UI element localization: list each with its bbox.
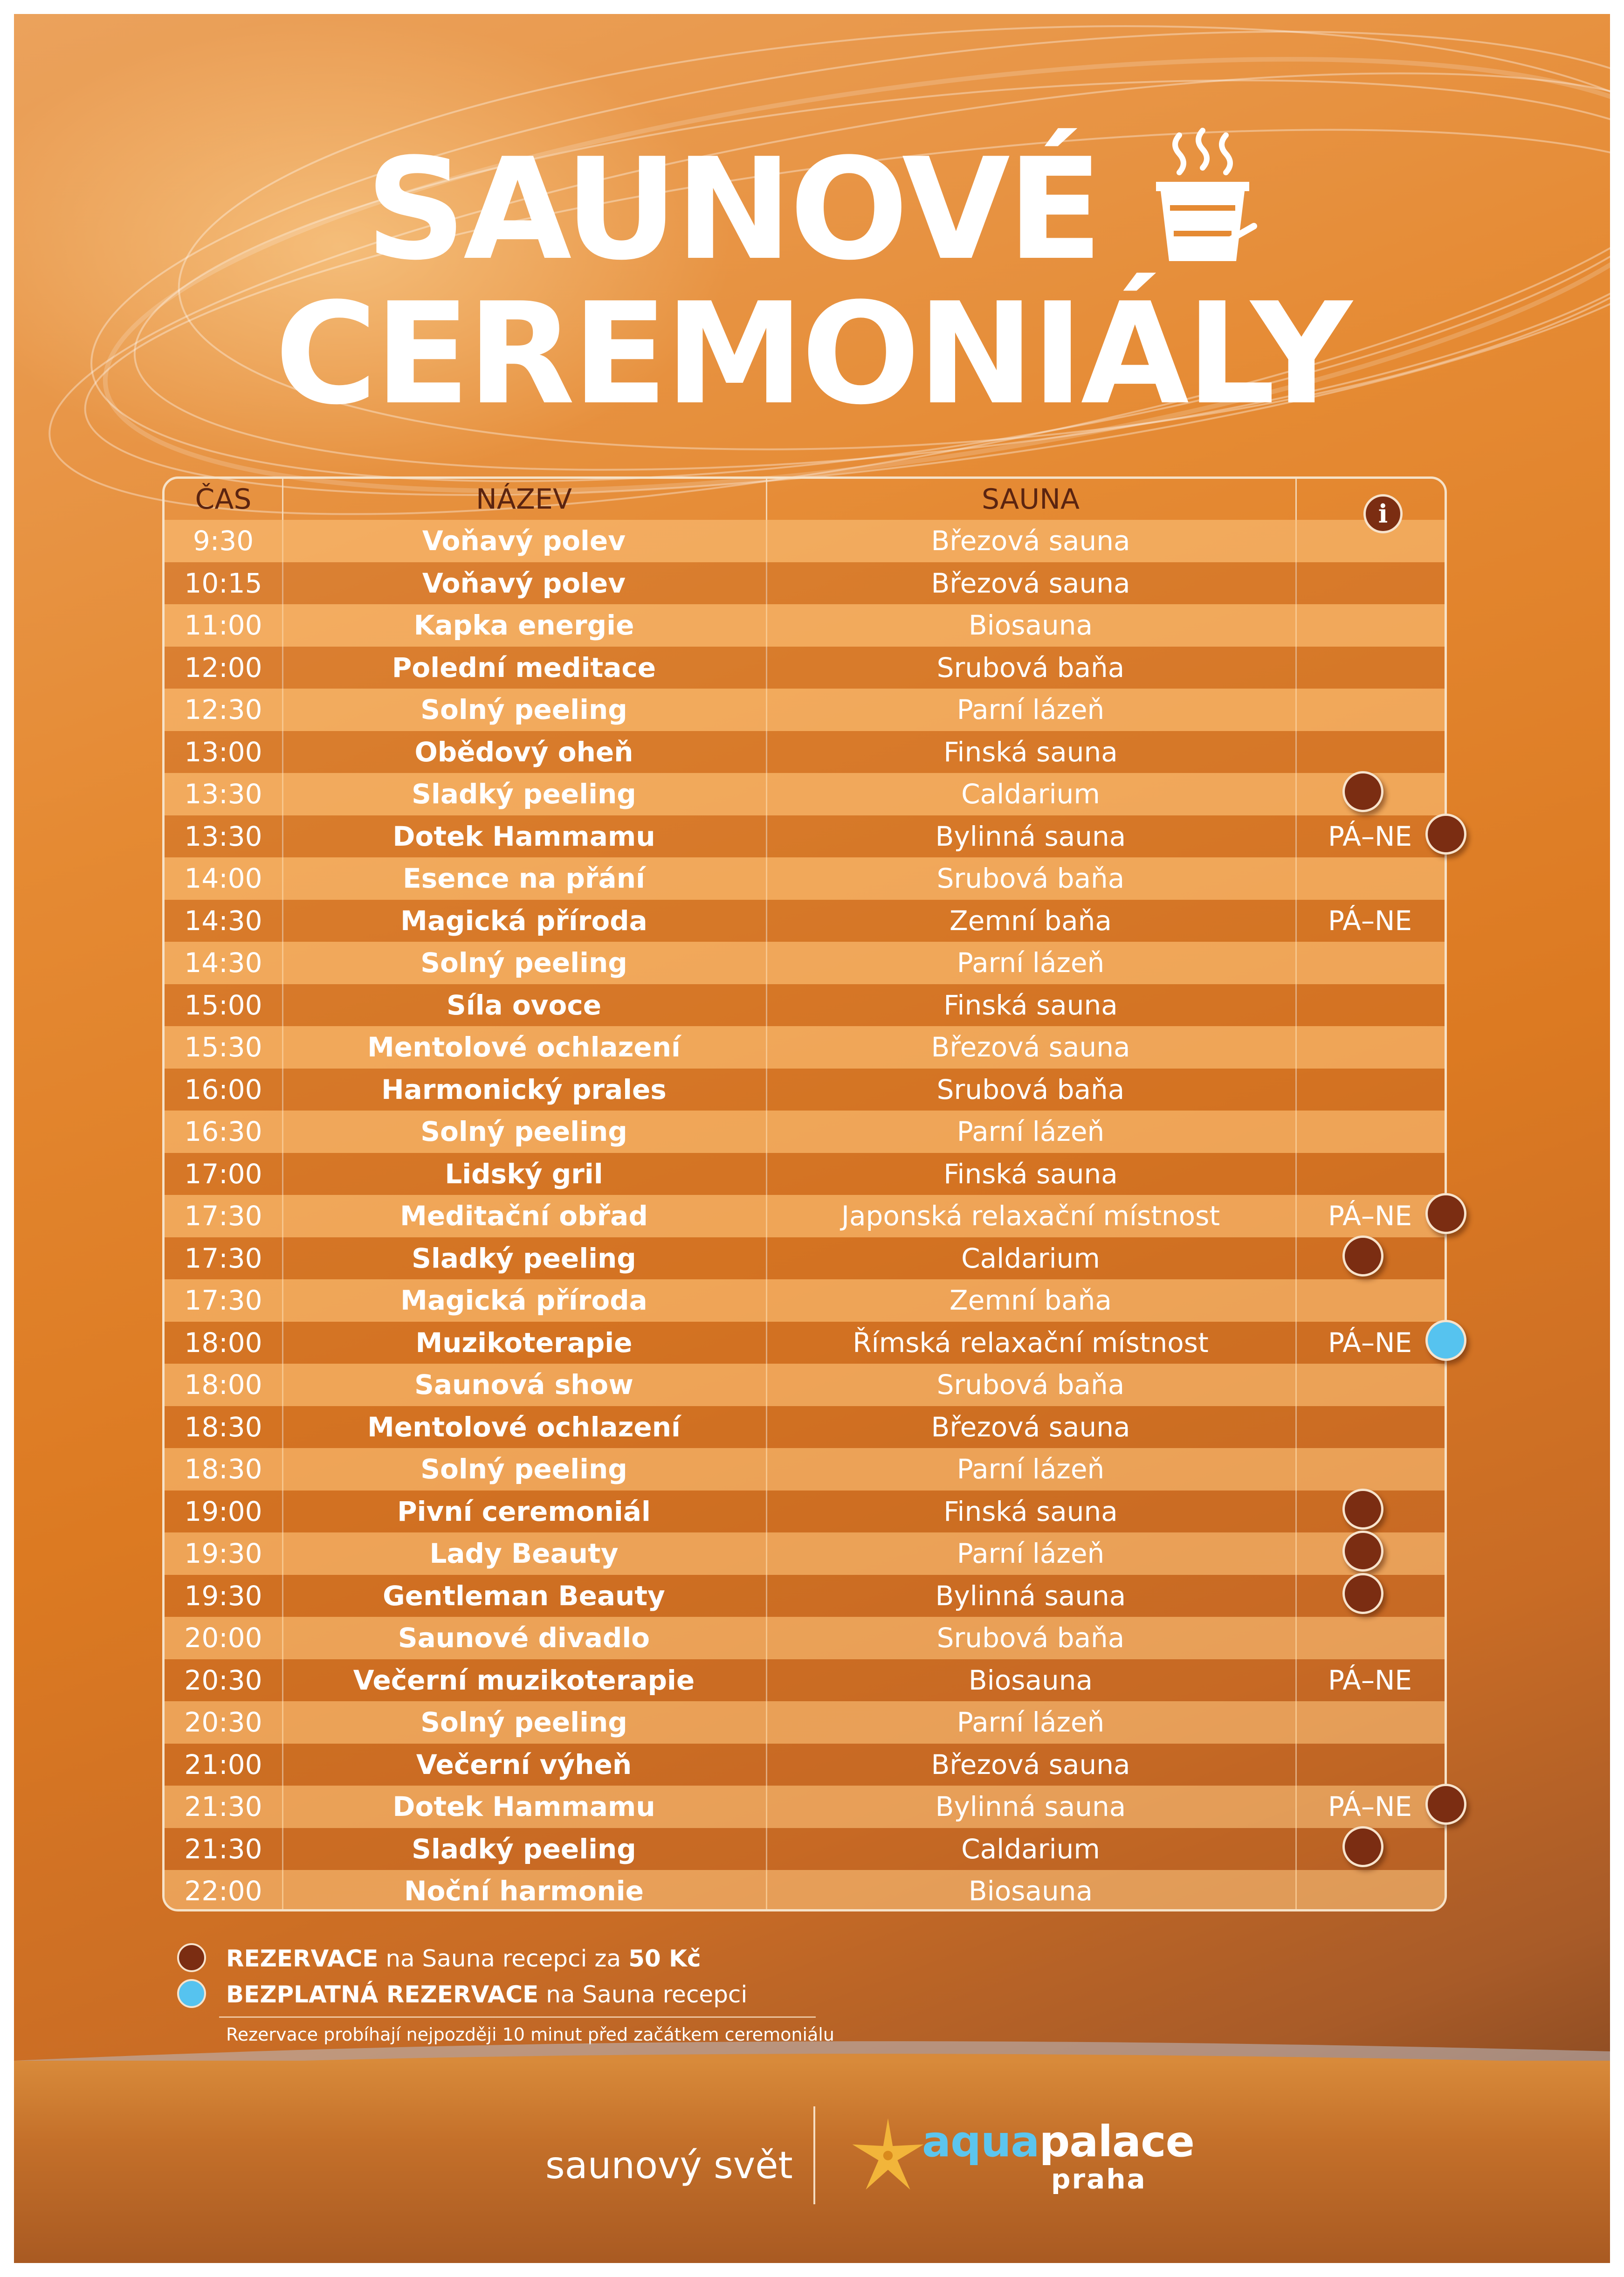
table-row xyxy=(165,562,1445,605)
row-name: Lady Beauty xyxy=(429,1538,619,1570)
row-note: PÁ–NE xyxy=(1328,820,1412,852)
row-time: 11:00 xyxy=(184,609,262,642)
legend-paid-text: REZERVACE na Sauna recepci za 50 Kč xyxy=(226,1945,701,1972)
row-sauna: Finská sauna xyxy=(943,1495,1118,1527)
row-sauna: Finská sauna xyxy=(943,989,1118,1021)
row-note: PÁ–NE xyxy=(1328,1326,1412,1359)
row-name: Solný peeling xyxy=(420,1116,627,1148)
row-name: Magická příroda xyxy=(400,904,647,937)
paid-reservation-dot xyxy=(1342,1826,1383,1867)
row-note: PÁ–NE xyxy=(1328,1664,1412,1696)
row-name: Pivní ceremoniál xyxy=(397,1495,651,1527)
row-time: 13:30 xyxy=(184,778,262,810)
paid-reservation-dot xyxy=(1425,1193,1466,1234)
row-sauna: Biosauna xyxy=(968,1875,1093,1907)
paid-reservation-dot xyxy=(1425,1784,1466,1825)
row-name: Muzikoterapie xyxy=(415,1326,633,1359)
table-body xyxy=(165,520,1445,1911)
table-row xyxy=(165,1701,1445,1744)
row-time: 21:30 xyxy=(184,1833,262,1865)
table-row xyxy=(165,1026,1445,1069)
row-time: 16:00 xyxy=(184,1073,262,1105)
row-time: 18:00 xyxy=(184,1326,262,1359)
row-note: PÁ–NE xyxy=(1328,904,1412,937)
row-sauna: Srubová baňa xyxy=(936,1073,1125,1105)
row-time: 12:00 xyxy=(184,651,262,683)
table-row xyxy=(165,1111,1445,1153)
row-time: 20:30 xyxy=(184,1706,262,1739)
row-time: 20:30 xyxy=(184,1664,262,1696)
table-row xyxy=(165,1069,1445,1111)
legend-free-text: BEZPLATNÁ REZERVACE na Sauna recepci xyxy=(226,1981,748,2008)
table-row xyxy=(165,984,1445,1027)
row-name: Sladký peeling xyxy=(412,778,636,810)
row-name: Mentolové ochlazení xyxy=(367,1411,681,1443)
row-name: Gentleman Beauty xyxy=(383,1580,665,1612)
row-sauna: Březová sauna xyxy=(931,525,1130,557)
row-name: Solný peeling xyxy=(420,1706,627,1739)
row-sauna: Římská relaxační místnost xyxy=(853,1326,1209,1359)
row-time: 15:00 xyxy=(184,989,262,1021)
row-time: 17:30 xyxy=(184,1284,262,1317)
row-sauna: Březová sauna xyxy=(931,567,1130,599)
table-row xyxy=(165,1195,1445,1237)
row-name: Lidský gril xyxy=(445,1158,603,1190)
row-sauna: Parní lázeň xyxy=(957,947,1105,979)
row-time: 18:30 xyxy=(184,1411,262,1443)
table-row xyxy=(165,1786,1445,1828)
row-name: Solný peeling xyxy=(420,947,627,979)
row-time: 17:00 xyxy=(184,1158,262,1190)
table-row xyxy=(165,1575,1445,1617)
legend-dot-blue xyxy=(177,1979,206,2008)
row-sauna: Parní lázeň xyxy=(957,1116,1105,1148)
row-sauna: Finská sauna xyxy=(943,1158,1118,1190)
row-sauna: Caldarium xyxy=(961,1242,1100,1274)
row-time: 19:30 xyxy=(184,1580,262,1612)
row-name: Voňavý polev xyxy=(422,525,626,557)
table-row xyxy=(165,857,1445,900)
row-sauna: Parní lázeň xyxy=(957,1538,1105,1570)
header-sauna: SAUNA xyxy=(981,483,1080,516)
poster xyxy=(14,14,1610,2263)
row-time: 14:30 xyxy=(184,947,262,979)
row-sauna: Parní lázeň xyxy=(957,1706,1105,1739)
table-row xyxy=(165,1364,1445,1406)
row-time: 15:30 xyxy=(184,1031,262,1063)
row-sauna: Srubová baňa xyxy=(936,1622,1125,1654)
row-time: 13:30 xyxy=(184,820,262,852)
row-time: 20:00 xyxy=(184,1622,262,1654)
row-name: Harmonický prales xyxy=(381,1073,667,1105)
row-sauna: Zemní baňa xyxy=(950,904,1112,937)
row-time: 14:30 xyxy=(184,904,262,937)
row-name: Saunové divadlo xyxy=(398,1622,650,1654)
row-time: 12:30 xyxy=(184,694,262,726)
table-row xyxy=(165,773,1445,815)
row-name: Obědový oheň xyxy=(414,736,633,768)
row-name: Sladký peeling xyxy=(412,1242,636,1274)
row-name: Saunová show xyxy=(414,1369,633,1401)
table-row xyxy=(165,520,1445,562)
row-time: 18:30 xyxy=(184,1453,262,1485)
row-time: 21:00 xyxy=(184,1748,262,1780)
paid-reservation-dot xyxy=(1342,771,1383,812)
paid-reservation-dot xyxy=(1342,1573,1383,1614)
table-row xyxy=(165,1406,1445,1449)
footer-separator xyxy=(813,2106,815,2204)
row-name: Večerní výheň xyxy=(416,1748,632,1780)
row-time: 21:30 xyxy=(184,1791,262,1823)
footer-saunovy-svet: saunový svět xyxy=(545,2144,793,2187)
row-time: 19:30 xyxy=(184,1538,262,1570)
row-name: Meditační obřad xyxy=(400,1200,648,1232)
row-name: Večerní muzikoterapie xyxy=(353,1664,695,1696)
row-name: Síla ovoce xyxy=(446,989,602,1021)
row-sauna: Parní lázeň xyxy=(957,1453,1105,1485)
paid-reservation-dot xyxy=(1425,814,1466,855)
row-time: 22:00 xyxy=(184,1875,262,1907)
row-note: PÁ–NE xyxy=(1328,1200,1412,1232)
brand-logo: aquapalace xyxy=(922,2117,1195,2167)
row-time: 9:30 xyxy=(193,525,254,557)
legend-dot-brown xyxy=(177,1943,206,1972)
table-row xyxy=(165,1744,1445,1786)
paid-reservation-dot xyxy=(1342,1235,1383,1276)
row-time: 18:00 xyxy=(184,1369,262,1401)
row-sauna: Biosauna xyxy=(968,1664,1093,1696)
row-sauna: Japonská relaxační místnost xyxy=(841,1200,1220,1232)
table-row xyxy=(165,1279,1445,1322)
paid-reservation-dot xyxy=(1342,1531,1383,1572)
row-sauna: Srubová baňa xyxy=(936,1369,1125,1401)
row-time: 13:00 xyxy=(184,736,262,768)
title-line-2: CEREMONIÁLY xyxy=(275,273,1349,435)
row-sauna: Caldarium xyxy=(961,1833,1100,1865)
table-row xyxy=(165,1828,1445,1870)
table-row xyxy=(165,1870,1445,1911)
table-row xyxy=(165,900,1445,942)
table-row xyxy=(165,1532,1445,1575)
table-header xyxy=(165,479,1445,520)
row-name: Mentolové ochlazení xyxy=(367,1031,681,1063)
row-sauna: Caldarium xyxy=(961,778,1100,810)
row-name: Dotek Hammamu xyxy=(392,1791,655,1823)
row-sauna: Parní lázeň xyxy=(957,694,1105,726)
legend-note: Rezervace probíhají nejpozději 10 minut před začátkem ceremoniálu xyxy=(226,2024,834,2045)
info-icon: i xyxy=(1363,494,1403,533)
row-sauna: Zemní baňa xyxy=(950,1284,1112,1317)
row-sauna: Biosauna xyxy=(968,609,1093,642)
row-sauna: Srubová baňa xyxy=(936,651,1125,683)
table-row xyxy=(165,1153,1445,1195)
row-name: Solný peeling xyxy=(420,694,627,726)
row-sauna: Bylinná sauna xyxy=(935,820,1126,852)
row-time: 16:30 xyxy=(184,1116,262,1148)
row-time: 14:00 xyxy=(184,862,262,895)
footer-band xyxy=(14,2061,1610,2263)
sauna-bucket-icon xyxy=(1151,126,1263,266)
paid-reservation-dot xyxy=(1342,1489,1383,1530)
table-row xyxy=(165,1490,1445,1533)
row-sauna: Březová sauna xyxy=(931,1411,1130,1443)
row-sauna: Březová sauna xyxy=(931,1031,1130,1063)
table-row xyxy=(165,1617,1445,1659)
row-name: Voňavý polev xyxy=(422,567,626,599)
row-time: 10:15 xyxy=(184,567,262,599)
row-name: Dotek Hammamu xyxy=(392,820,655,852)
table-row xyxy=(165,942,1445,984)
row-sauna: Březová sauna xyxy=(931,1748,1130,1780)
table-row xyxy=(165,731,1445,773)
free-reservation-dot xyxy=(1425,1320,1466,1361)
schedule-table xyxy=(162,476,1447,1911)
row-sauna: Bylinná sauna xyxy=(935,1791,1126,1823)
table-row xyxy=(165,1237,1445,1280)
row-sauna: Finská sauna xyxy=(943,736,1118,768)
title-line-1: SAUNOVÉ xyxy=(365,128,1100,291)
table-row xyxy=(165,1448,1445,1490)
row-name: Solný peeling xyxy=(420,1453,627,1485)
row-time: 19:00 xyxy=(184,1495,262,1527)
table-row xyxy=(165,604,1445,647)
table-row xyxy=(165,815,1445,858)
starfish-icon xyxy=(848,2114,928,2194)
row-note: PÁ–NE xyxy=(1328,1791,1412,1823)
row-name: Kapka energie xyxy=(413,609,634,642)
brand-city: praha xyxy=(1051,2163,1147,2195)
table-row xyxy=(165,647,1445,689)
row-name: Esence na přání xyxy=(403,862,645,895)
row-sauna: Srubová baňa xyxy=(936,862,1125,895)
row-name: Noční harmonie xyxy=(404,1875,644,1907)
row-name: Magická příroda xyxy=(400,1284,647,1317)
row-name: Polední meditace xyxy=(392,651,656,683)
table-row xyxy=(165,1322,1445,1364)
row-time: 17:30 xyxy=(184,1242,262,1274)
header-name: NÁZEV xyxy=(476,483,572,516)
header-time: ČAS xyxy=(195,483,252,516)
table-row xyxy=(165,1659,1445,1702)
row-time: 17:30 xyxy=(184,1200,262,1232)
table-row xyxy=(165,689,1445,731)
row-name: Sladký peeling xyxy=(412,1833,636,1865)
row-sauna: Bylinná sauna xyxy=(935,1580,1126,1612)
